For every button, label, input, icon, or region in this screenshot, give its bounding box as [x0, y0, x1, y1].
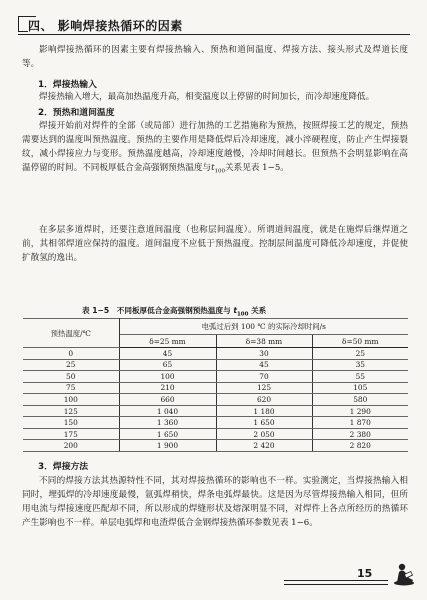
- cooling-time-cell: 100: [119, 371, 216, 383]
- preheat-temp-cell: 125: [23, 405, 119, 417]
- preheat-temp-cell: 50: [23, 371, 119, 383]
- intro-paragraph: 影响焊接热循环的因素主要有焊接热输入、预热和道间温度、焊接方法、接头形式及焊道长度等。: [22, 45, 408, 69]
- cooling-time-cell: 1 360: [119, 417, 216, 429]
- interpass-paragraph: 在多层多道焊时，还要注意道间温度（也称层间温度）。所谓道间温度，就是在施焊后继焊道之前，其相邻焊道应保持的温度。道间温度不应低于预热温度。控制层间温度可降低冷却速度，并促使扩散氢的逸出。: [22, 225, 408, 263]
- table-row: [23, 382, 408, 394]
- preheat-temp-cell: 150: [23, 417, 119, 429]
- cooling-time-cell: 580: [312, 394, 408, 406]
- cooling-time-cell: 45: [119, 348, 216, 360]
- table-row: [23, 359, 408, 371]
- cooling-time-cell: 65: [119, 359, 216, 371]
- cooling-time-cell: 2 380: [312, 428, 408, 440]
- cooling-time-cell: 30: [216, 348, 312, 360]
- preheat-temp-cell: 200: [23, 440, 119, 452]
- preheat-temp-cell: 25: [23, 359, 119, 371]
- cooling-time-cell: 1 870: [312, 417, 408, 429]
- table-group-header: 电弧过后到 100 ℃ 的实际冷却时间/s: [119, 319, 408, 335]
- table-row-header: 预热温度/℃: [23, 319, 119, 348]
- table-row: [23, 371, 408, 383]
- cooling-time-cell: 35: [312, 359, 408, 371]
- page-number: 15: [357, 567, 373, 580]
- cooling-time-cell: 2 420: [216, 440, 312, 452]
- heat-input-paragraph: 焊接热输入增大，最高加热温度升高，相变温度以上停留的时间加长，而冷却速度降低。: [39, 92, 375, 102]
- cooling-time-cell: 45: [216, 359, 312, 371]
- cooling-time-cell: 125: [216, 382, 312, 394]
- subheading-welding-method: 3．焊接方法: [38, 462, 89, 472]
- cooling-time-cell: 660: [119, 394, 216, 406]
- cooling-time-cell: 70: [216, 371, 312, 383]
- cooling-time-cell: 1 650: [119, 428, 216, 440]
- cooling-time-cell: 25: [312, 348, 408, 360]
- preheat-temp-cell: 100: [23, 394, 119, 406]
- cooling-time-cell: 1 650: [216, 417, 312, 429]
- table-col-header: δ=50 mm: [312, 335, 408, 348]
- cooling-time-cell: 2 820: [312, 440, 408, 452]
- reading-figure-icon: [393, 562, 415, 586]
- table-body: [23, 348, 408, 452]
- heading-rule: [18, 34, 410, 35]
- subheading-heat-input: 1．焊接热输入: [38, 80, 97, 90]
- preheat-table: [23, 318, 408, 452]
- subheading-preheat: 2．预热和道间温度: [38, 108, 115, 118]
- table-caption: 表 1−5 不同板厚低合金高强钢预热温度与 $t_{100}$ 关系: [82, 306, 267, 318]
- table-row: [23, 405, 408, 417]
- cooling-time-cell: 1 180: [216, 405, 312, 417]
- cooling-time-cell: 1 900: [119, 440, 216, 452]
- table-row: [23, 417, 408, 429]
- welding-method-paragraph: 不同的焊接方法其热源特性不同，其对焊接热循环的影响也不一样。实验测定，当焊接热输入相同时，埋弧焊的冷却速度最慢，氩弧焊稍快，焊条电弧焊最快。这是因为尽管焊接热输入相同，但所用电流与焊接速度匹配却不同，所以形成的焊缝形状及熔深明显不同，对焊件上各点所经历的热循环产生影响也不一样。单层电弧焊和电渣焊低合金钢焊接热循环参数见表 1−6。: [22, 476, 408, 528]
- section-title: 四、 影响焊接热循环的因素: [28, 19, 183, 33]
- cooling-time-cell: 2 050: [216, 428, 312, 440]
- footer-rule: [284, 580, 388, 585]
- table-row: [23, 348, 408, 360]
- cooling-time-cell: 105: [312, 382, 408, 394]
- cooling-time-cell: 620: [216, 394, 312, 406]
- table-row: [23, 440, 408, 452]
- table-col-header: δ=25 mm: [119, 335, 216, 348]
- preheat-temp-cell: 75: [23, 382, 119, 394]
- cooling-time-cell: 1 040: [119, 405, 216, 417]
- table-row: [23, 428, 408, 440]
- preheat-temp-cell: 0: [23, 348, 119, 360]
- section-heading: [18, 14, 410, 36]
- cooling-time-cell: 1 290: [312, 405, 408, 417]
- preheat-temp-cell: 175: [23, 428, 119, 440]
- table-col-header: δ=38 mm: [216, 335, 312, 348]
- cooling-time-cell: 55: [312, 371, 408, 383]
- preheat-paragraph: 焊接开始前对焊件的全部（或局部）进行加热的工艺措施称为预热，按照焊接工艺的规定，预热需要达到的温度叫预热温度。预热的主要作用是降低焊后冷却速度，减小淬硬程度，防止产生焊接裂纹，减小焊接应力与变形。预热温度越高，冷却速度越慢，冷却时间越长。但预热不会明显影响在高温停留的时间。不同板厚低合金高强钢预热温度与$t_{100}$关系见表 1−5。: [22, 121, 408, 175]
- table-row: [23, 394, 408, 406]
- cooling-time-cell: 210: [119, 382, 216, 394]
